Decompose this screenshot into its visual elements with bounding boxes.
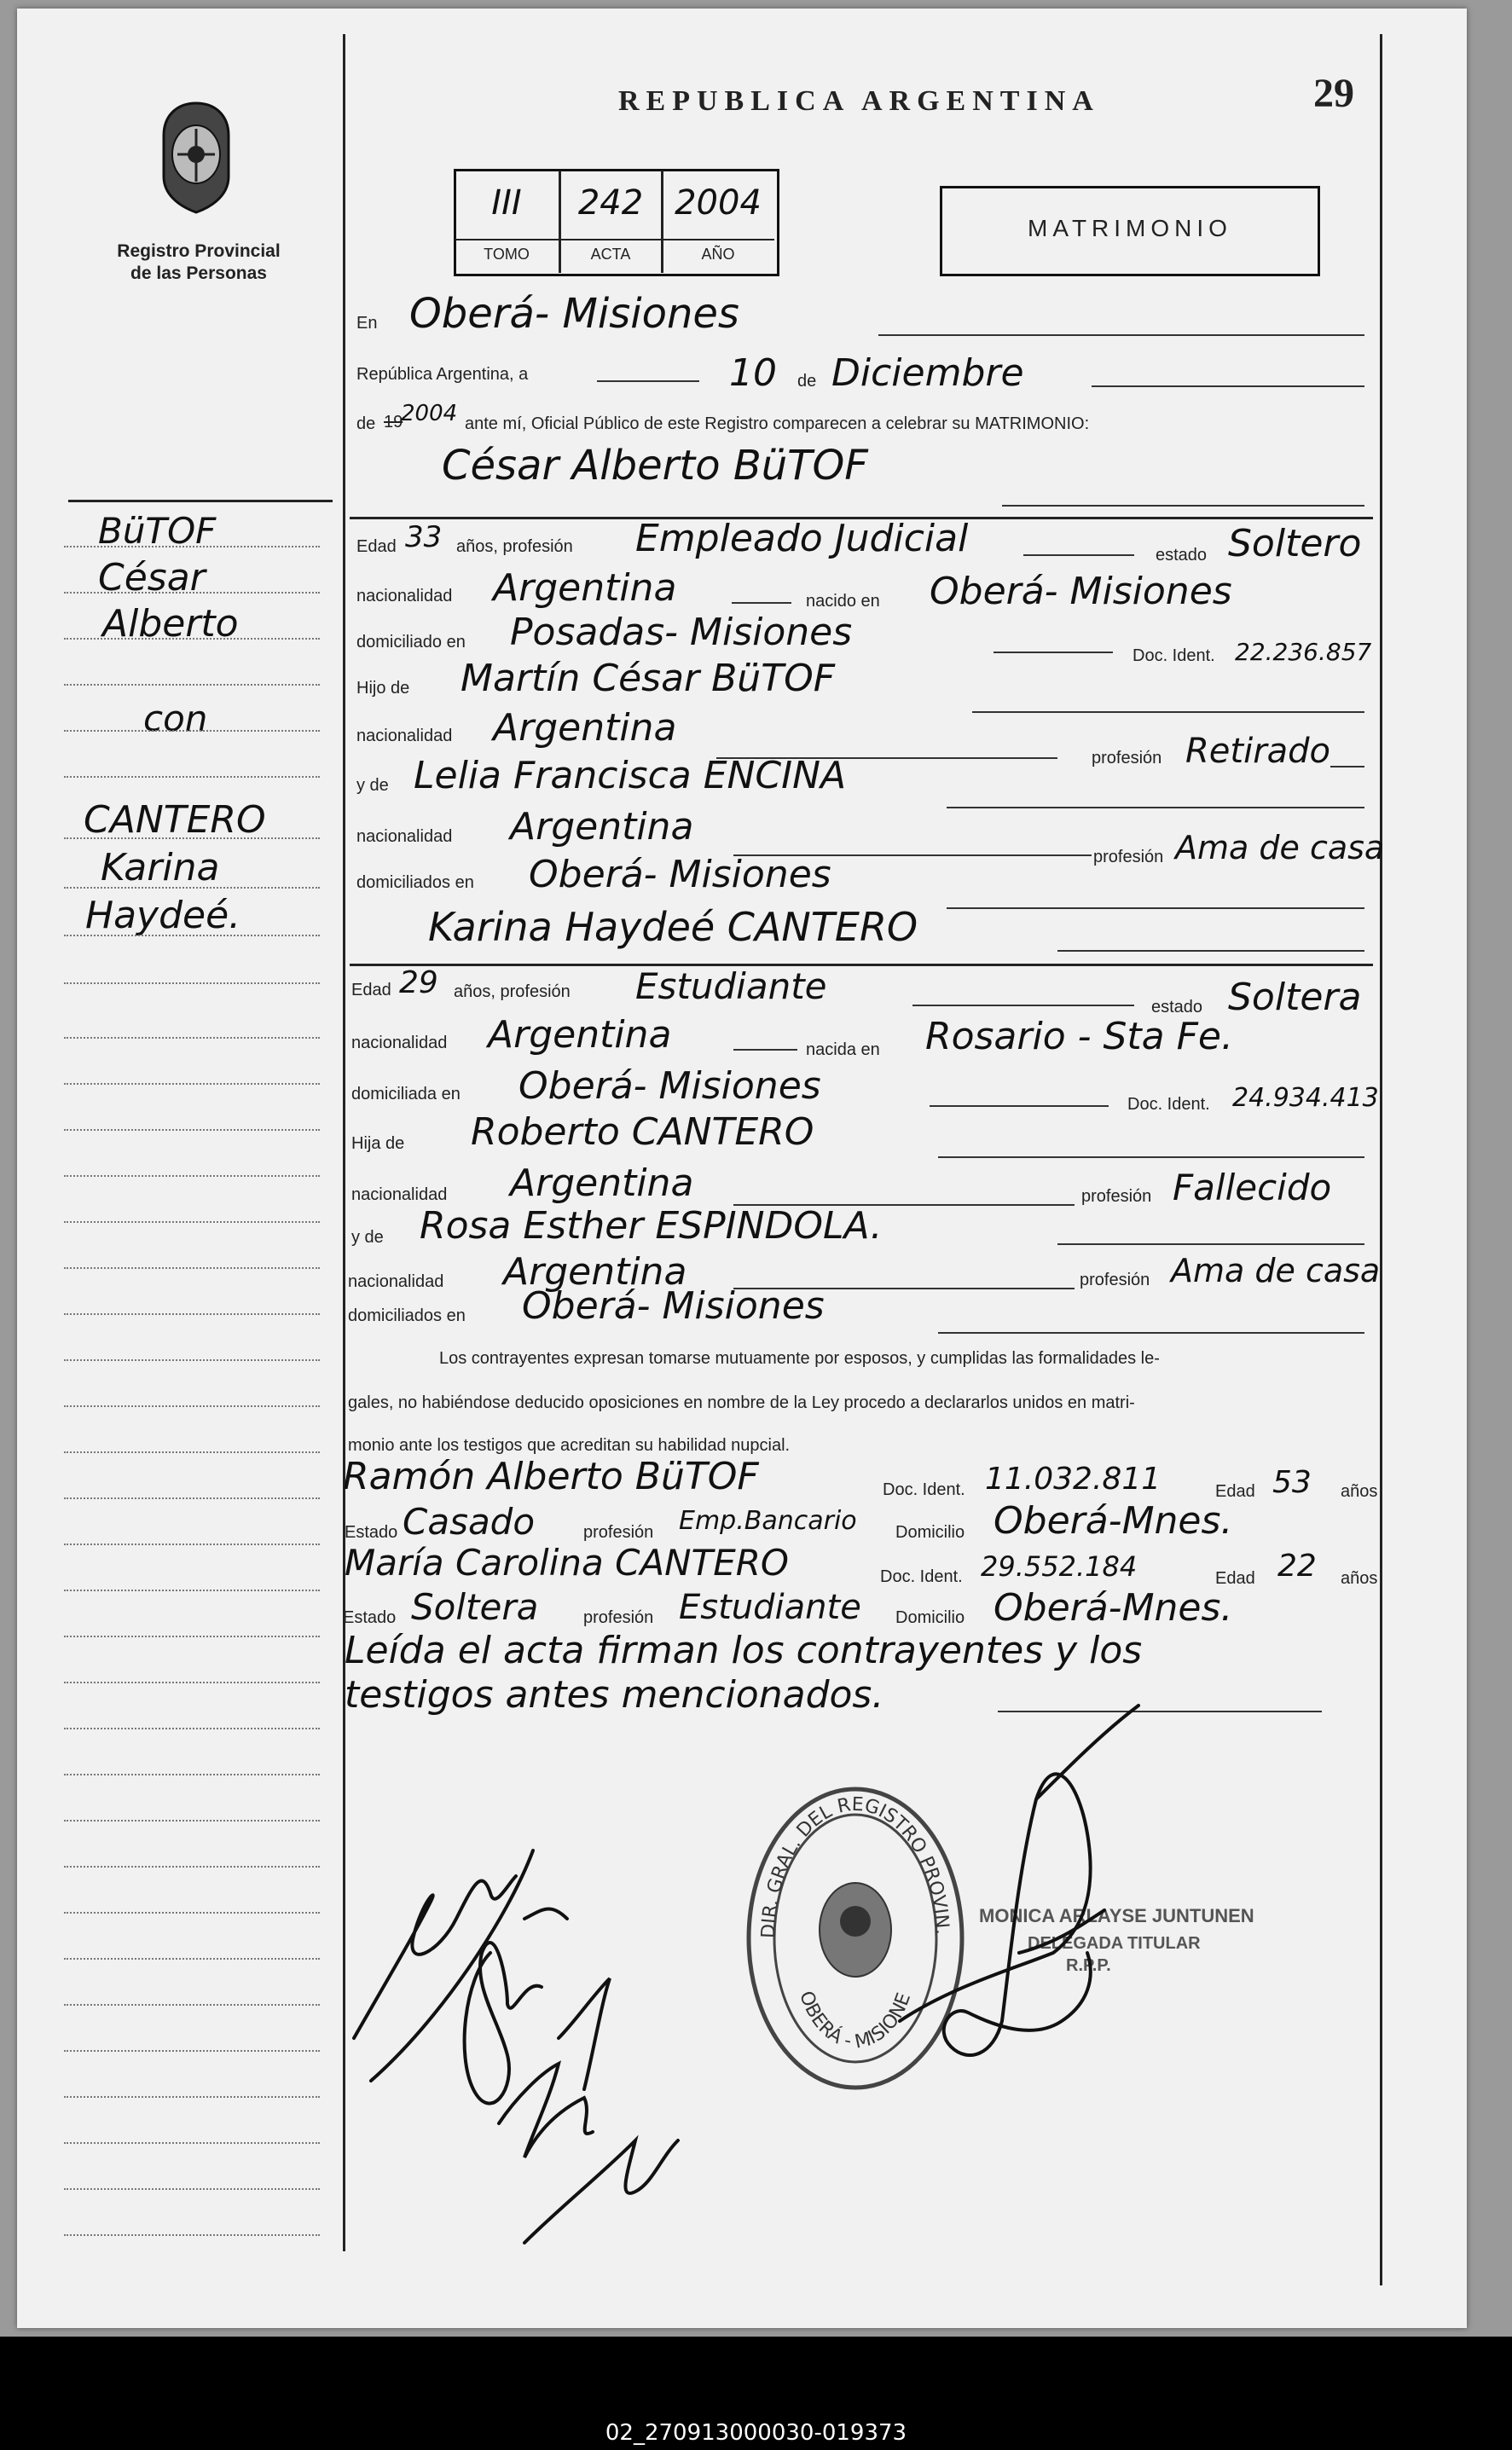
official-stamp-abbrev: R.P.P.	[1066, 1956, 1111, 1975]
bride-yde-label: y de	[351, 1228, 384, 1247]
bride-edad-label: Edad	[351, 981, 391, 999]
bride-age: 29	[399, 965, 438, 1000]
witness2-doc-label: Doc. Ident.	[880, 1567, 963, 1586]
groom-father-profession: Retirado	[1185, 732, 1331, 771]
year-struck: 19	[384, 413, 403, 432]
groom-mother-dom-label: domiciliados en	[356, 873, 474, 892]
page-number: 29	[1313, 71, 1354, 116]
ante-text: ante mí, Oficial Público de este Registro comparecen a celebrar su MATRIMONIO:	[465, 414, 1090, 433]
groom-father-name: Martín César BüTOF	[461, 657, 836, 700]
groom-profesion-label: años, profesión	[456, 537, 573, 556]
place: Oberá- Misiones	[409, 290, 739, 338]
groom-birthplace: Oberá- Misiones	[930, 570, 1232, 613]
groom-yde-label: y de	[356, 776, 389, 795]
witness1-age: 53	[1272, 1465, 1312, 1500]
groom-full-name: César Alberto BüTOF	[442, 442, 868, 489]
bride-mother-domicile: Oberá- Misiones	[522, 1284, 825, 1328]
groom-estado-label: estado	[1156, 546, 1208, 565]
seal-inner-text: OBERÁ - MISIONE	[795, 1988, 916, 2053]
anio-label: AÑO	[701, 246, 735, 263]
acta-label: ACTA	[590, 246, 631, 263]
groom-age: 33	[405, 520, 443, 554]
bride-domicilio-label: domiciliada en	[351, 1085, 461, 1103]
right-rule	[1380, 34, 1382, 2285]
witness1-profession: Emp.Bancario	[679, 1506, 857, 1536]
en-label: En	[356, 314, 378, 333]
bride-nationality: Argentina	[488, 1013, 672, 1057]
bride-mother-nac-label: nacionalidad	[348, 1272, 444, 1291]
witness2-dom-label: Domicilio	[895, 1608, 965, 1627]
day: 10	[729, 351, 777, 395]
groom-mother-profession: Ama de casa	[1175, 829, 1385, 866]
bride-doc: 24.934.413	[1232, 1083, 1379, 1113]
signatures	[337, 1697, 1326, 2277]
republica-label: República Argentina, a	[356, 365, 529, 384]
statement-line2: gales, no habiéndose deducido oposiciones en nombre de la Ley procedo a declararlos unidos en matri-	[348, 1393, 1135, 1412]
groom-domicilio-label: domiciliado en	[356, 633, 466, 652]
de-label2: de	[356, 414, 376, 433]
witness2-estado: Soltera	[411, 1586, 539, 1628]
bride-estado-label: estado	[1151, 998, 1203, 1016]
bride-father-nationality: Argentina	[510, 1161, 694, 1205]
groom-nacionalidad-label: nacionalidad	[356, 587, 453, 605]
margin-groom-name1: César	[98, 556, 206, 599]
statement-line1: Los contrayentes expresan tomarse mutuamente por esposos, y cumplidas las formalidades le-	[439, 1349, 1160, 1368]
de-label: de	[797, 372, 817, 391]
bride-estado: Soltera	[1228, 976, 1362, 1019]
official-stamp-name: MONICA ARLAYSE JUNTUNEN	[979, 1905, 1254, 1926]
bride-hija-label: Hija de	[351, 1134, 405, 1153]
witness1-domicile: Oberá-Mnes.	[994, 1499, 1233, 1543]
groom-nacido-label: nacido en	[806, 592, 880, 611]
groom-father-nationality: Argentina	[493, 706, 677, 750]
groom-estado: Soltero	[1228, 522, 1362, 565]
witness2-name: María Carolina CANTERO	[345, 1542, 789, 1584]
margin-groom-name2: Alberto	[102, 602, 239, 646]
margin-con: con	[143, 698, 208, 739]
groom-doc: 22.236.857	[1235, 638, 1372, 666]
tomo-value: III	[491, 183, 522, 223]
bride-father-profession: Fallecido	[1173, 1167, 1332, 1208]
groom-nationality: Argentina	[493, 566, 677, 610]
groom-domicile: Posadas- Misiones	[510, 611, 853, 654]
witness2-anios-label: años	[1341, 1569, 1378, 1588]
margin-bride-name1: Karina	[101, 846, 220, 889]
groom-father-prof-label: profesión	[1092, 749, 1162, 767]
witness1-dom-label: Domicilio	[895, 1523, 965, 1542]
tomo-label: TOMO	[484, 246, 530, 263]
page-title: REPUBLICA ARGENTINA	[618, 85, 1100, 117]
statement-line3: monio ante los testigos que acreditan su habilidad nupcial.	[348, 1436, 791, 1455]
witness2-profession: Estudiante	[679, 1588, 861, 1627]
margin-groom-surname: BüTOF	[98, 510, 217, 552]
bride-mother-name: Rosa Esther ESPINDOLA.	[420, 1204, 883, 1248]
bride-domicile: Oberá- Misiones	[518, 1064, 821, 1108]
official-stamp-title: DELEGADA TITULAR	[1028, 1934, 1201, 1953]
witness2-doc: 29.552.184	[981, 1550, 1138, 1583]
witness2-prof-label: profesión	[583, 1608, 654, 1627]
matrimonio-label: MATRIMONIO	[1028, 215, 1232, 241]
closing-line2: testigos antes mencionados.	[345, 1673, 884, 1717]
groom-mother-name: Lelia Francisca ENCINA	[414, 754, 847, 797]
witness1-name: Ramón Alberto BüTOF	[343, 1455, 759, 1498]
witness1-doc-label: Doc. Ident.	[883, 1480, 965, 1499]
groom-edad-label: Edad	[356, 537, 397, 556]
witness1-estado: Casado	[403, 1501, 536, 1543]
bride-father-name: Roberto CANTERO	[471, 1110, 814, 1154]
registry-name: Registro Provincial de las Personas	[117, 241, 281, 283]
witness1-estado-label: Estado	[345, 1523, 398, 1542]
groom-mother-domicile: Oberá- Misiones	[529, 853, 831, 896]
bride-mother-nationality: Argentina	[503, 1250, 687, 1294]
margin-bride-surname: CANTERO	[84, 798, 266, 842]
witness1-edad-label: Edad	[1215, 1482, 1255, 1501]
bride-full-name: Karina Haydeé CANTERO	[428, 904, 918, 950]
witness2-domicile: Oberá-Mnes.	[994, 1586, 1233, 1630]
witness1-doc: 11.032.811	[985, 1462, 1162, 1497]
witness1-prof-label: profesión	[583, 1523, 654, 1542]
witness2-estado-label: Estado	[343, 1608, 397, 1627]
bride-profesion-label: años, profesión	[454, 982, 571, 1001]
bride-father-nac-label: nacionalidad	[351, 1185, 448, 1204]
witness2-edad-label: Edad	[1215, 1569, 1255, 1588]
bride-nacida-label: nacida en	[806, 1040, 880, 1059]
groom-mother-nationality: Argentina	[510, 805, 694, 849]
bride-profession: Estudiante	[635, 965, 827, 1007]
bride-mother-profession: Ama de casa	[1171, 1252, 1381, 1289]
groom-doc-label: Doc. Ident.	[1133, 646, 1215, 665]
scan-code: 02_270913000030-019373	[605, 2420, 907, 2446]
seal-outer-text: DIR. GRAL. DEL REGISTRO PROVIN.	[757, 1793, 953, 1939]
closing-line1: Leída el acta firman los contrayentes y los	[345, 1629, 1143, 1672]
witness2-age: 22	[1277, 1549, 1317, 1584]
bride-mother-dom-label: domiciliados en	[348, 1306, 466, 1325]
margin-bride-name2: Haydeé.	[85, 894, 241, 937]
groom-mother-prof-label: profesión	[1093, 848, 1164, 866]
bride-birthplace: Rosario - Sta Fe.	[925, 1015, 1233, 1058]
groom-mother-nac-label: nacionalidad	[356, 827, 453, 846]
bride-doc-label: Doc. Ident.	[1127, 1095, 1210, 1114]
registry-emblem-icon	[152, 98, 241, 217]
bride-nacionalidad-label: nacionalidad	[351, 1034, 448, 1052]
anio-value: 2004	[675, 183, 762, 223]
year: 2004	[401, 401, 458, 426]
groom-father-nac-label: nacionalidad	[356, 727, 453, 745]
groom-hijo-label: Hijo de	[356, 679, 410, 698]
witness1-anios-label: años	[1341, 1482, 1378, 1501]
acta-value: 242	[577, 183, 644, 223]
bride-mother-prof-label: profesión	[1080, 1271, 1150, 1289]
bride-father-prof-label: profesión	[1081, 1187, 1152, 1206]
month: Diciembre	[831, 351, 1024, 395]
groom-profession: Empleado Judicial	[635, 517, 969, 560]
